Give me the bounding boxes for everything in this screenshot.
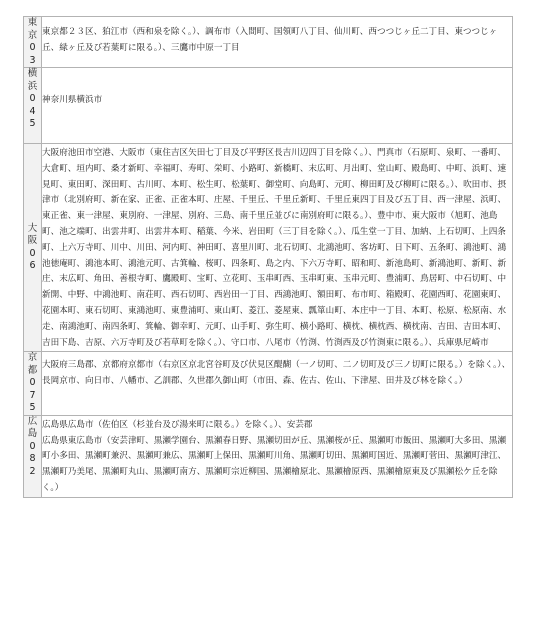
- table-row-yokohama: [24, 68, 513, 144]
- table-row-osaka: [24, 144, 513, 352]
- area-code-cell: [24, 144, 42, 352]
- code-char: 4: [29, 105, 36, 117]
- code-char: 島: [27, 428, 38, 440]
- code-char: 0: [29, 42, 36, 53]
- code-char: 0: [29, 247, 36, 259]
- code-char: 広: [27, 415, 38, 427]
- area-code-cell: [24, 415, 42, 497]
- code-char: 6: [29, 260, 36, 272]
- area-list-cell: 大阪府三島郡、京都府京都市（右京区京北宮谷町及び伏見区醍醐（一ノ切町、二ノ切町及び三ノ切町に限る。）を除く。）、長岡京市、向日市、八幡市、乙訓郡、久世郡久御山町（市田、森、佐古、佐山、下津屋、田井及び林を除く。）: [42, 352, 513, 416]
- code-char: 京: [27, 29, 38, 41]
- code-char: 浜: [27, 80, 38, 92]
- code-char: 5: [29, 118, 36, 129]
- area-list-cell: 広島県広島市（佐伯区（杉並台及び湯来町に限る。）を除く。）、安芸郡 広島県東広島市（安芸津町、黒瀬学園台、黒瀬春日野、黒瀬切田が丘、黒瀬桜が丘、黒瀬町市飯田、黒瀬町大多田、黒瀬町小多田、黒瀬町兼沢、黒瀬町兼広、黒瀬町上保田、黒瀬町川角、黒瀬町切田、黒瀬町国近、黒瀬町菅田、黒瀬町津江、黒瀬町乃美尾、黒瀬町丸山、黒瀬町南方、黒瀬町宗近柳国、黒瀬檜原北、黒瀬檜原西、黒瀬檜原東及び黒瀬松ケ丘を除く。）: [42, 415, 513, 497]
- code-char: 都: [27, 364, 38, 376]
- area-list-cell: 大阪府池田市空港、大阪市（東住吉区矢田七丁目及び平野区長吉川辺四丁目を除く。）、門真市（石原町、泉町、一番町、大倉町、垣内町、桑才新町、幸福町、寿町、栄町、小路町、新橋町、末広町、月出町、堂山町、殿島町、中町、浜町、速見町、東田町、深田町、古川町、本町、松生町、松葉町、御堂町、向島町、元町、柳田町及び柳町に限る。）、吹田市、摂津市（北別府町、新在家、正雀、正雀本町、庄屋、千里丘、千里丘新町、千里丘東四丁目及び五丁目、西一津屋、浜町、東正雀、東一津屋、東別府、一津屋、別府、三島、南千里丘並びに南別府町に限る。）、豊中市、東大阪市（旭町、池島町、池之端町、出雲井町、出雲井本町、稲葉、今米、岩田町（三丁目を除く。）、瓜生堂一丁目、加納、上石切町、上四条町、上六万寺町、川中、川田、河内町、神田町、喜里川町、北石切町、北鴻池町、客坊町、日下町、五条町、鴻池町、鴻池徳庵町、鴻池本町、鴻池元町、古箕輪、桜町、四条町、島之内、下六万寺町、昭和町、新池島町、新鴻池町、新町、新庄、末広町、角田、善根寺町、鷹殿町、宝町、立花町、玉串町西、玉串町東、玉串元町、豊浦町、鳥居町、中石切町、中新開、中野、中鴻池町、南荘町、西石切町、西岩田一丁目、西鴻池町、額田町、布市町、箱殿町、花園西町、花園東町、花園本町、東石切町、東鴻池町、東豊浦町、東山町、菱江、菱屋東、瓢箪山町、本庄中一丁目、本町、松原、松原南、水走、南鴻池町、南四条町、箕輪、御幸町、元町、山手町、弥生町、横小路町、横枕、横枕西、横枕南、吉田、吉田本町、吉田下島、吉原、六万寺町及び若草町を除く。）、守口市、八尾市（竹渕、竹渕西及び竹渕東に限る。）、兵庫県尼崎市: [42, 144, 513, 352]
- code-char: 2: [29, 465, 36, 477]
- code-char: 大: [27, 222, 38, 234]
- table-row-hiroshima: [24, 415, 513, 497]
- code-char: 5: [29, 402, 36, 414]
- area-code-cell: [24, 17, 42, 68]
- code-char: 京: [27, 352, 38, 364]
- code-char: 3: [29, 54, 36, 66]
- area-code-table: [23, 16, 513, 498]
- code-char: 7: [29, 389, 36, 401]
- area-code-cell: [24, 68, 42, 144]
- code-char: 0: [29, 377, 36, 389]
- code-char: 東: [27, 17, 38, 28]
- table-row-tokyo: [24, 17, 513, 68]
- code-char: 8: [29, 453, 36, 465]
- area-list-cell: 東京都２３区、狛江市（西和泉を除く。）、調布市（入間町、国領町八丁目、仙川町、西つつじヶ丘二丁目、東つつじヶ丘、緑ヶ丘及び若葉町に限る。）、三鷹市中原一丁目: [42, 17, 513, 68]
- code-char: 0: [29, 440, 36, 452]
- code-char: 阪: [27, 235, 38, 247]
- area-code-cell: [24, 352, 42, 416]
- code-char: 0: [29, 93, 36, 104]
- table-row-kyoto: [24, 352, 513, 416]
- code-char: 横: [27, 68, 38, 79]
- area-list-cell: 神奈川県横浜市: [42, 68, 513, 144]
